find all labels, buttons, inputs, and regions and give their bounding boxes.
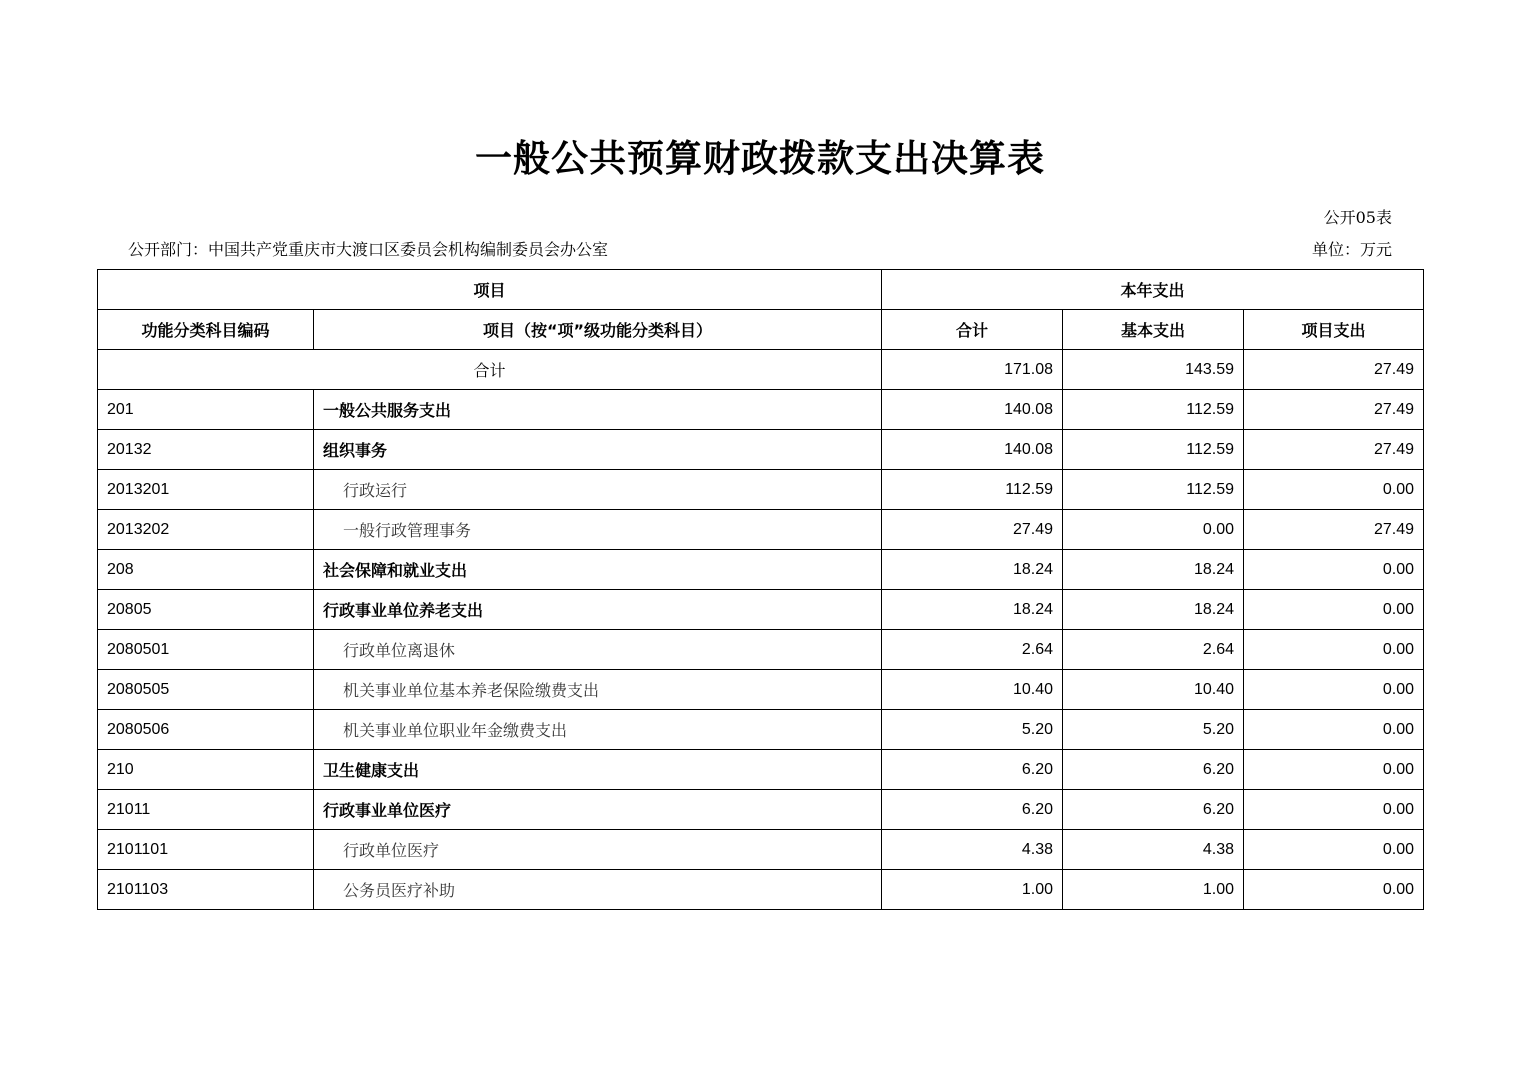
row-name: 行政事业单位养老支出 [314, 590, 882, 630]
row-basic: 6.20 [1063, 790, 1244, 830]
row-total: 2.64 [882, 630, 1063, 670]
row-project: 0.00 [1244, 710, 1424, 750]
row-code: 2101103 [98, 870, 314, 910]
table-row [98, 710, 1424, 750]
row-name: 公务员医疗补助 [314, 870, 882, 910]
row-code: 2080505 [98, 670, 314, 710]
table-row [98, 430, 1424, 470]
row-code: 2013201 [98, 470, 314, 510]
row-code: 201 [98, 390, 314, 430]
table-row [98, 630, 1424, 670]
row-code: 2080506 [98, 710, 314, 750]
row-name: 一般行政管理事务 [314, 510, 882, 550]
row-code: 20132 [98, 430, 314, 470]
table-number: 公开05表 [1323, 208, 1392, 227]
row-basic: 18.24 [1063, 590, 1244, 630]
header-basic: 基本支出 [1063, 310, 1244, 350]
row-project: 0.00 [1244, 750, 1424, 790]
row-total: 1.00 [882, 870, 1063, 910]
table-row [98, 750, 1424, 790]
row-total: 112.59 [882, 470, 1063, 510]
row-code: 210 [98, 750, 314, 790]
header-project: 项目 [98, 270, 882, 310]
row-name: 行政单位离退休 [314, 630, 882, 670]
row-basic: 4.38 [1063, 830, 1244, 870]
total-label: 合计 [98, 350, 882, 390]
table-row [98, 470, 1424, 510]
row-code: 2101101 [98, 830, 314, 870]
row-total: 140.08 [882, 390, 1063, 430]
table-row [98, 550, 1424, 590]
row-name: 一般公共服务支出 [314, 390, 882, 430]
table-row [98, 670, 1424, 710]
header-project-expense: 项目支出 [1244, 310, 1424, 350]
row-project: 0.00 [1244, 550, 1424, 590]
header-total: 合计 [882, 310, 1063, 350]
row-total: 27.49 [882, 510, 1063, 550]
row-code: 21011 [98, 790, 314, 830]
total-basic: 143.59 [1063, 350, 1244, 390]
row-total: 10.40 [882, 670, 1063, 710]
table-row [98, 790, 1424, 830]
header-name: 项目（按“项”级功能分类科目） [314, 310, 882, 350]
row-basic: 112.59 [1063, 390, 1244, 430]
row-basic: 6.20 [1063, 750, 1244, 790]
row-name: 机关事业单位职业年金缴费支出 [314, 710, 882, 750]
row-project: 0.00 [1244, 630, 1424, 670]
header-row-top [98, 270, 1424, 310]
total-amount: 171.08 [882, 350, 1063, 390]
row-project: 0.00 [1244, 790, 1424, 830]
row-code: 208 [98, 550, 314, 590]
row-project: 0.00 [1244, 670, 1424, 710]
row-name: 组织事务 [314, 430, 882, 470]
row-total: 140.08 [882, 430, 1063, 470]
row-basic: 112.59 [1063, 430, 1244, 470]
total-project: 27.49 [1244, 350, 1424, 390]
row-name: 社会保障和就业支出 [314, 550, 882, 590]
unit-label: 单位：万元 [1311, 240, 1392, 259]
row-total: 6.20 [882, 750, 1063, 790]
row-basic: 1.00 [1063, 870, 1244, 910]
row-basic: 0.00 [1063, 510, 1244, 550]
row-total: 18.24 [882, 550, 1063, 590]
table-row [98, 590, 1424, 630]
row-project: 27.49 [1244, 430, 1424, 470]
row-total: 5.20 [882, 710, 1063, 750]
row-total: 18.24 [882, 590, 1063, 630]
row-basic: 2.64 [1063, 630, 1244, 670]
row-name: 行政运行 [314, 470, 882, 510]
row-project: 0.00 [1244, 870, 1424, 910]
row-total: 4.38 [882, 830, 1063, 870]
row-basic: 18.24 [1063, 550, 1244, 590]
header-current-year: 本年支出 [882, 270, 1424, 310]
row-basic: 112.59 [1063, 470, 1244, 510]
row-project: 27.49 [1244, 510, 1424, 550]
table-row [98, 390, 1424, 430]
row-code: 2013202 [98, 510, 314, 550]
table-row [98, 870, 1424, 910]
row-project: 0.00 [1244, 590, 1424, 630]
row-code: 20805 [98, 590, 314, 630]
row-total: 6.20 [882, 790, 1063, 830]
header-row-sub [98, 310, 1424, 350]
row-project: 0.00 [1244, 830, 1424, 870]
table-row [98, 830, 1424, 870]
row-name: 机关事业单位基本养老保险缴费支出 [314, 670, 882, 710]
header-code: 功能分类科目编码 [98, 310, 314, 350]
total-row [98, 350, 1424, 390]
row-project: 0.00 [1244, 470, 1424, 510]
department-label: 公开部门：中国共产党重庆市大渡口区委员会机构编制委员会办公室 [128, 240, 609, 259]
budget-table [97, 269, 1424, 910]
row-name: 行政单位医疗 [314, 830, 882, 870]
page-title: 一般公共预算财政拨款支出决算表 [475, 137, 1045, 180]
row-basic: 5.20 [1063, 710, 1244, 750]
row-basic: 10.40 [1063, 670, 1244, 710]
row-name: 行政事业单位医疗 [314, 790, 882, 830]
row-project: 27.49 [1244, 390, 1424, 430]
table-row [98, 510, 1424, 550]
row-name: 卫生健康支出 [314, 750, 882, 790]
row-code: 2080501 [98, 630, 314, 670]
